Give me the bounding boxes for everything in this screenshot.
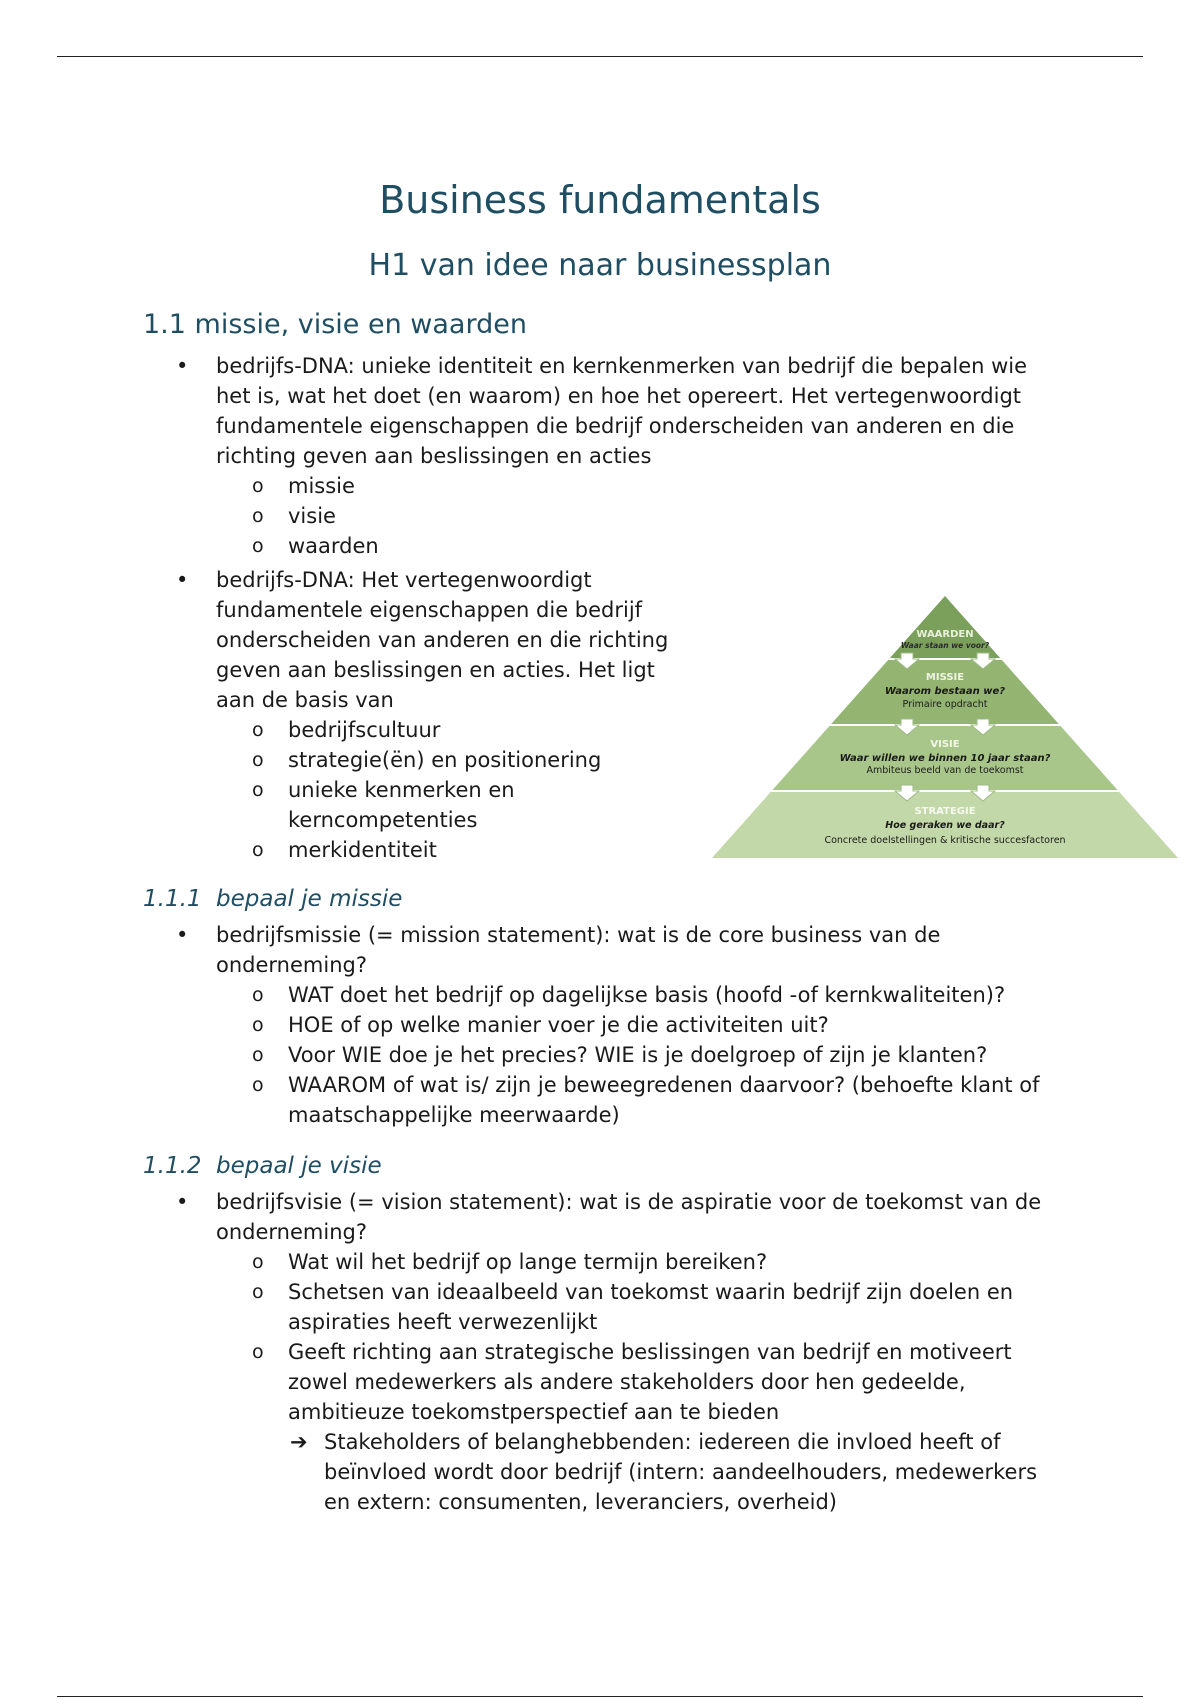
sub-bullet-marker: o bbox=[252, 1074, 264, 1096]
bullet-text: bedrijfs-DNA: unieke identiteit en kernkenmerken van bedrijf die bepalen wie het is, wat het doet (en waarom) en hoe het opereert. Het vertegenwoordigt fundamentele eigenschappen die bedrijf onderscheiden van anderen en die richting geven aan beslissingen en acties bbox=[216, 354, 1028, 468]
sub-list-item: o strategie(ën) en positionering bbox=[0, 745, 658, 775]
sub-bullet-marker: o bbox=[252, 475, 264, 497]
bedrijfs-dna-pyramid bbox=[710, 593, 1180, 863]
sub-bullet-marker: o bbox=[252, 779, 264, 801]
sub-bullet-marker: o bbox=[252, 505, 264, 527]
section-heading-1-1: 1.1 missie, visie en waarden bbox=[143, 309, 527, 340]
pyramid-label-waarden: WAARDEN bbox=[916, 629, 974, 640]
sub-list-item: o bedrijfscultuur bbox=[0, 715, 558, 745]
sub-list-item: o HOE of op welke manier voer je die activiteiten uit? bbox=[0, 1010, 1060, 1040]
pyramid-label-strategie: STRATEGIE bbox=[914, 806, 976, 817]
sub-bullet-marker: o bbox=[252, 1281, 264, 1303]
arrow-right-icon: ➔ bbox=[290, 1430, 308, 1454]
bullet-text: bedrijfsmissie (= mission statement): wat is de core business van de onderneming? bbox=[216, 923, 941, 977]
pyramid-desc-visie: Ambiteus beeld van de toekomst bbox=[866, 765, 1024, 776]
section-title: bepaal je visie bbox=[216, 1153, 382, 1179]
sub-bullet-marker: o bbox=[252, 1044, 264, 1066]
bullet-text: bedrijfsvisie (= vision statement): wat is de aspiratie voor de toekomst van de onderneming? bbox=[216, 1190, 1042, 1244]
sub-bullet-marker: o bbox=[252, 984, 264, 1006]
sub-bullet-marker: o bbox=[252, 1014, 264, 1036]
bullet-text: bedrijfs-DNA: Het vertegenwoordigt fundamentele eigenschappen die bedrijf onderscheiden van anderen en die richting geven aan beslissingen en acties. Het ligt aan de basis van bbox=[216, 568, 669, 712]
sub-list-item: o Schetsen van ideaalbeeld van toekomst waarin bedrijf zijn doelen en aspiraties heeft verwezenlijkt bbox=[0, 1277, 1060, 1337]
pyramid-question-visie: Waar willen we binnen 10 jaar staan? bbox=[839, 753, 1051, 764]
pyramid-label-visie: VISIE bbox=[930, 739, 960, 750]
section-heading-1-1-2 bbox=[143, 1153, 382, 1179]
sub-list-item: o Voor WIE doe je het precies? WIE is je doelgroep of zijn je klanten? bbox=[0, 1040, 1060, 1070]
sub-bullet-marker: o bbox=[252, 1341, 264, 1363]
sub-list-item: o Geeft richting aan strategische beslissingen van bedrijf en motiveert zowel medewerkers als andere stakeholders door hen gedeelde, ambitieuze toekomstperspectief aan te bieden bbox=[0, 1337, 1060, 1427]
sub-bullet-marker: o bbox=[252, 839, 264, 861]
section-number: 1.1.1 bbox=[143, 886, 202, 912]
sub-list-item: o missie bbox=[0, 471, 1060, 501]
section-1-1-bullet-1 bbox=[0, 351, 1060, 561]
sub-bullet-marker: o bbox=[252, 1251, 264, 1273]
pyramid-question-waarden: Waar staan we voor? bbox=[900, 641, 990, 650]
page-title: Business fundamentals bbox=[379, 178, 821, 222]
sub-bullet-marker: o bbox=[252, 749, 264, 771]
sub-bullet-marker: o bbox=[252, 535, 264, 557]
list-item bbox=[0, 1187, 1060, 1247]
sub-bullet-marker: o bbox=[252, 719, 264, 741]
sub-list-item: o WAT doet het bedrijf op dagelijkse basis (hoofd -of kernkwaliteiten)? bbox=[0, 980, 1060, 1010]
section-title: bepaal je missie bbox=[216, 886, 403, 912]
pyramid-desc-missie: Primaire opdracht bbox=[902, 699, 988, 710]
section-1-1-2-list bbox=[0, 1187, 1060, 1517]
chapter-title: H1 van idee naar businessplan bbox=[368, 248, 832, 283]
header-rule bbox=[57, 56, 1143, 57]
pyramid-question-strategie: Hoe geraken we daar? bbox=[885, 820, 1005, 831]
sub-list-item: o visie bbox=[0, 501, 1060, 531]
sub-list-item: o Wat wil het bedrijf op lange termijn bereiken? bbox=[0, 1247, 1060, 1277]
arrow-list-item: ➔ Stakeholders of belanghebbenden: iedereen die invloed heeft of beïnvloed wordt door bedrijf (intern: aandeelhouders, medewerkers en extern: consumenten, leveranciers, overheid) bbox=[0, 1427, 1060, 1517]
list-item bbox=[0, 565, 690, 715]
sub-list-item: o waarden bbox=[0, 531, 1060, 561]
list-item bbox=[0, 920, 1060, 980]
sub-list-item: o unieke kenmerken en kerncompetenties bbox=[0, 775, 528, 835]
pyramid-question-missie: Waarom bestaan we? bbox=[884, 686, 1006, 697]
footer-rule bbox=[57, 1696, 1143, 1697]
pyramid-label-missie: MISSIE bbox=[925, 672, 965, 683]
section-1-1-bullet-2 bbox=[0, 565, 690, 865]
sub-list-item: o WAAROM of wat is/ zijn je beweegredenen daarvoor? (behoefte klant of maatschappelijke meerwaarde) bbox=[0, 1070, 1060, 1130]
pyramid-desc-strategie: Concrete doelstellingen & kritische succesfactoren bbox=[824, 835, 1066, 846]
section-number: 1.1.2 bbox=[143, 1153, 202, 1179]
sub-list-item: o merkidentiteit bbox=[0, 835, 558, 865]
section-1-1-1-list bbox=[0, 920, 1060, 1130]
section-heading-1-1-1 bbox=[143, 886, 402, 912]
list-item bbox=[0, 351, 1060, 471]
